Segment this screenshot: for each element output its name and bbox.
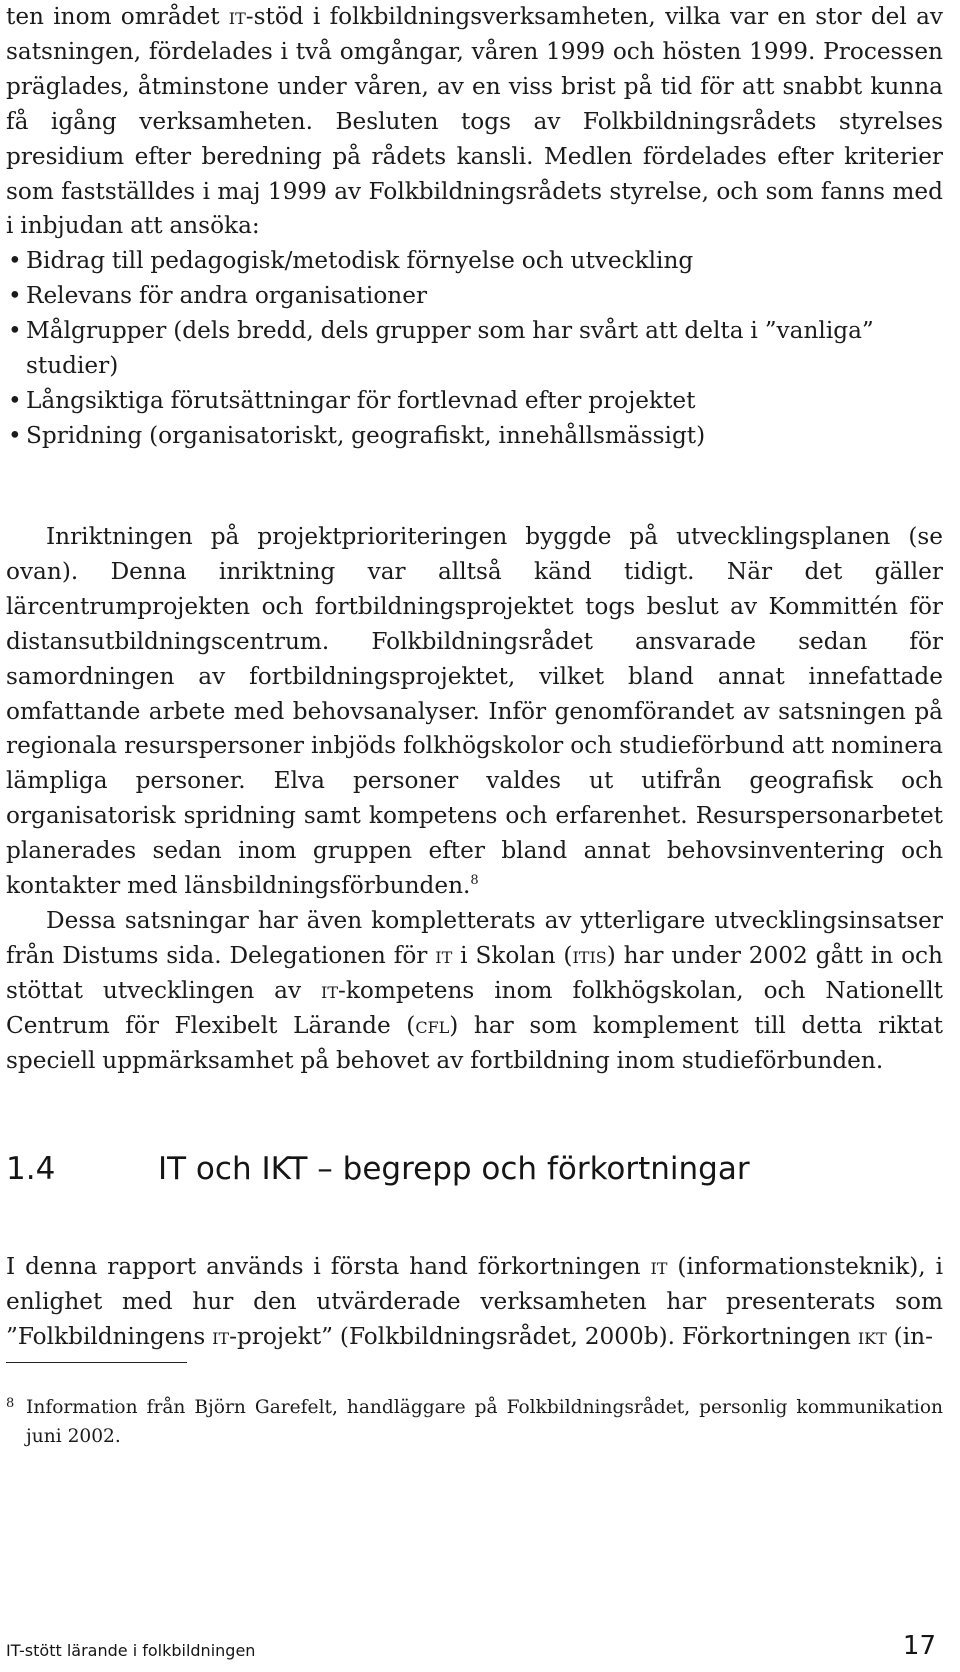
abbreviation-it: it — [435, 941, 453, 969]
paragraph-text: -kompetens inom folkhögskolan, och Nationellt Centrum för Flexibelt Lärande ( — [6, 976, 943, 1039]
intro-text-rest: -stöd i folkbildningsverksamheten, vilka var en stor del av satsningen, fördelades i två omgångar, våren 1999 och hösten 1999. Processen präglades, åtminstone under våren, av en viss brist på tid för att snabbt kunna få igång verksamheten. Besluten togs av Folkbildningsrådets styrelses presidium efter beredning på rådets kansli. Medlen fördelades efter kriterier som fastställdes i maj 1999 av Folkbildningsrådets styrelse, och som fanns med i inbjudan att ansöka: — [6, 3, 943, 240]
paragraph-text: ) har som komplement till detta riktat speciell uppmärksamhet på behovet av fortbildning inom studieförbunden. — [6, 1011, 943, 1074]
footnote — [6, 1393, 943, 1451]
criterion-text: Relevans för andra organisationer — [26, 282, 428, 310]
running-title: IT-stött lärande i folkbildningen — [6, 1641, 256, 1660]
criteria-list — [6, 244, 943, 453]
focus-paragraph — [6, 520, 943, 904]
abbreviation-it: it — [321, 976, 339, 1004]
page-number: 17 — [902, 1631, 936, 1661]
abbreviation-it: it — [228, 3, 246, 30]
criterion-text: Spridning (organisatoriskt, geografiskt, innehållsmässigt) — [26, 421, 706, 449]
focus-paragraph-text: Inriktningen på projektprioriteringen byggde på utvecklingsplanen (se ovan). Denna inriktning var alltså känd tidigt. När det gäller lärcentrumprojekten och fortbildningsprojektet togs beslut av Kommittén för distansutbildningscentrum. Folkbildningsrådet ansvarade sedan för samordningen av fortbildningsprojektet, vilket bland annat innefattade omfattande arbete med behovsanalyser. Inför genomförandet av satsningen på regionala resurspersoner inbjöds folkhögskolor och studieförbund att nominera lämpliga personer. Elva personer valdes ut utifrån geografisk och organisatorisk spridning samt kompetens och erfarenhet. Resurspersonarbetet planerades sedan inom gruppen efter bland annat behovsinventering och kontakter med länsbildningsförbunden. — [6, 523, 943, 900]
paragraph-text: (informationsteknik), i enlighet med hur den utvärderade verksamheten har presenterats som ”Folkbildningens — [6, 1253, 943, 1350]
criterion-text: Bidrag till pedagogisk/metodisk förnyelse och utveckling — [26, 247, 694, 275]
abbreviation-it: it — [650, 1253, 668, 1280]
page-footer — [6, 1630, 936, 1666]
complement-paragraph — [6, 904, 943, 1079]
paragraph-text: -projekt” (Folkbildningsrådet, 2000b). Förkortningen — [229, 1322, 858, 1350]
section-number: 1.4 — [6, 1151, 56, 1187]
section-title: IT och IKT – begrepp och förkortningar — [158, 1151, 750, 1187]
bullet-icon: • — [8, 247, 22, 275]
abbreviation-cfl: cfl — [415, 1011, 450, 1039]
footnote-text: Information från Björn Garefelt, handläggare på Folkbildningsrådet, personlig kommunikation juni 2002. — [26, 1397, 943, 1447]
list-item — [6, 314, 943, 384]
abbreviation-itis: itis — [572, 941, 607, 969]
intro-text-start: ten inom området — [6, 3, 229, 30]
paragraph-text: I denna rapport används i första hand förkortningen — [6, 1253, 651, 1280]
abbreviation-ikt: ikt — [857, 1322, 887, 1350]
bullet-icon: • — [8, 282, 22, 310]
bullet-icon: • — [8, 386, 22, 414]
bullet-icon: • — [8, 317, 22, 345]
criterion-text: Långsiktiga förutsättningar för fortlevnad efter projektet — [26, 386, 696, 414]
paragraph-text: i Skolan ( — [452, 941, 573, 969]
list-item — [6, 279, 943, 314]
paragraph-text: Dessa satsningar har även kompletterats av ytterligare utvecklingsinsatser från Distums sida. Delegationen för — [6, 906, 943, 969]
paragraph-text: (in- — [886, 1322, 933, 1350]
abbreviation-it: it — [212, 1322, 230, 1350]
section-paragraph — [6, 1250, 943, 1355]
list-item — [6, 419, 943, 454]
footnote-mark: 8 — [6, 1396, 15, 1411]
list-item — [6, 384, 943, 419]
section-heading — [6, 1145, 943, 1193]
main-text-lower — [6, 1250, 943, 1355]
list-item — [6, 244, 943, 279]
main-text-upper — [6, 0, 943, 454]
main-text-middle — [6, 520, 943, 1079]
criterion-text: Målgrupper (dels bredd, dels grupper som har svårt att delta i ”vanliga” studier) — [26, 317, 874, 380]
intro-paragraph — [6, 0, 943, 244]
bullet-icon: • — [8, 421, 22, 449]
paragraph-text: ) har under 2002 gått in och stöttat utvecklingen av — [6, 941, 943, 1004]
footnote-divider — [6, 1362, 187, 1363]
footnote-reference[interactable]: 8 — [470, 873, 479, 889]
